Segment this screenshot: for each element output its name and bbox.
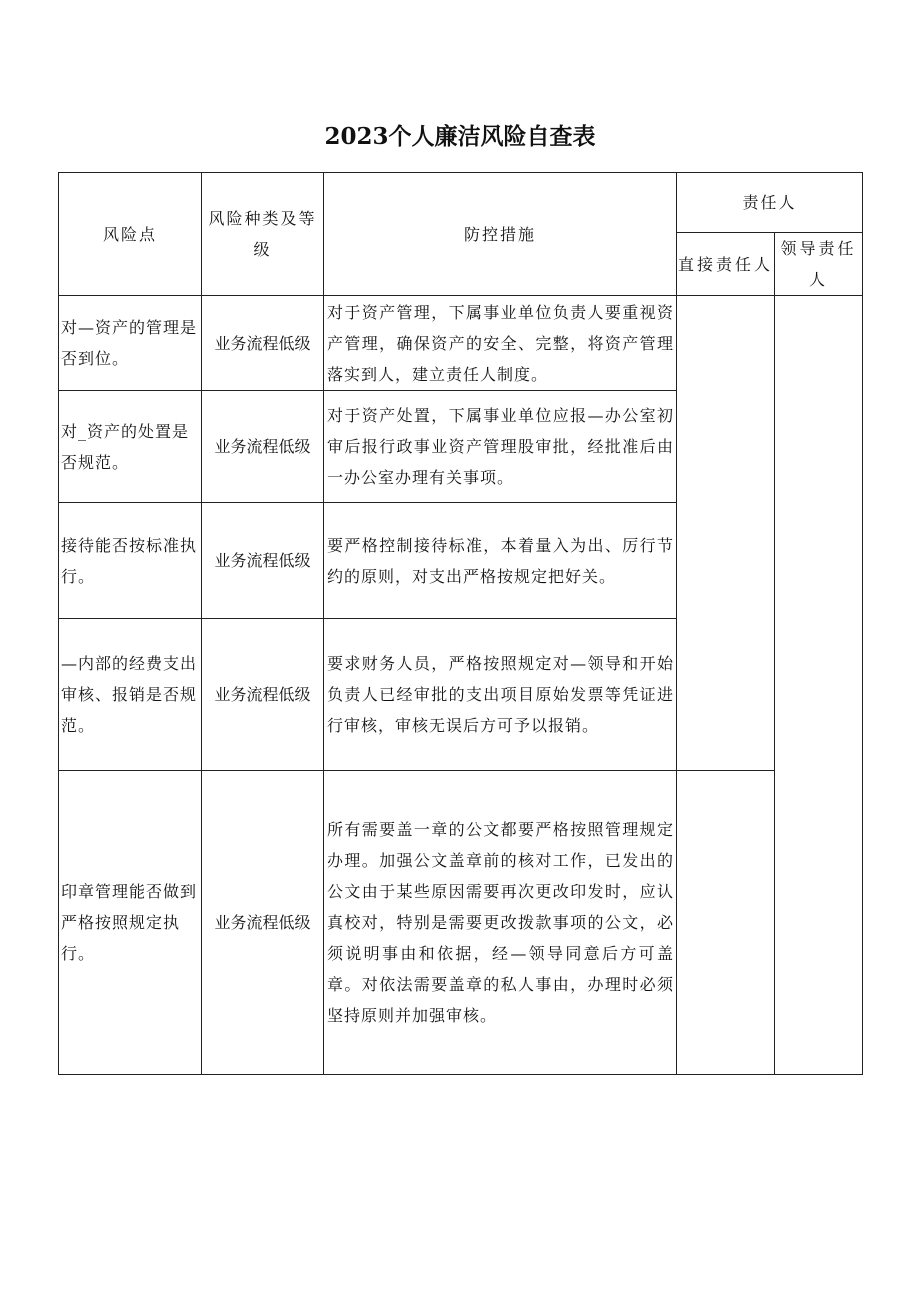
table-row xyxy=(59,296,863,391)
header-leader-responsible: 领导责任人 xyxy=(775,233,863,296)
header-measures: 防控措施 xyxy=(324,173,677,296)
header-risk-point: 风险点 xyxy=(59,173,202,296)
header-direct-responsible: 直接责任人 xyxy=(677,233,775,296)
leader-responsible-cell xyxy=(775,296,863,1075)
measures-cell: 对于资产处置，下属事业单位应报—办公室初审后报行政事业资产管理股审批，经批准后由一办公室办理有关事项。 xyxy=(324,391,677,503)
risk-point-cell: 接待能否按标准执行。 xyxy=(59,503,202,619)
risk-level-cell: 业务流程低级 xyxy=(202,391,324,503)
risk-level-cell: 业务流程低级 xyxy=(202,619,324,771)
header-responsible: 责任人 xyxy=(677,173,863,233)
table-row xyxy=(59,771,863,1075)
direct-responsible-cell xyxy=(677,771,775,1075)
risk-point-cell: 对—资产的管理是否到位。 xyxy=(59,296,202,391)
risk-point-cell: 对_资产的处置是否规范。 xyxy=(59,391,202,503)
measures-cell: 要求财务人员，严格按照规定对—领导和开始负责人已经审批的支出项目原始发票等凭证进行审核，审核无误后方可予以报销。 xyxy=(324,619,677,771)
risk-level-cell: 业务流程低级 xyxy=(202,771,324,1075)
measures-cell: 对于资产管理，下属事业单位负责人要重视资产管理，确保资产的安全、完整，将资产管理落实到人，建立责任人制度。 xyxy=(324,296,677,391)
measures-cell: 所有需要盖一章的公文都要严格按照管理规定办理。加强公文盖章前的核对工作，已发出的公文由于某些原因需要再次更改印发时，应认真校对，特别是需要更改拨款事项的公文，必须说明事由和依据，经—领导同意后方可盖章。对依法需要盖章的私人事由，办理时必须坚持原则并加强审核。 xyxy=(324,771,677,1075)
risk-point-cell: 印章管理能否做到严格按照规定执行。 xyxy=(59,771,202,1075)
risk-level-cell: 业务流程低级 xyxy=(202,296,324,391)
direct-responsible-cell xyxy=(677,296,775,771)
risk-level-cell: 业务流程低级 xyxy=(202,503,324,619)
measures-cell: 要严格控制接待标准，本着量入为出、厉行节约的原则，对支出严格按规定把好关。 xyxy=(324,503,677,619)
header-risk-type-level: 风险种类及等级 xyxy=(202,173,324,296)
document-title: 2023个人廉洁风险自查表 xyxy=(324,123,596,150)
risk-self-check-table xyxy=(58,172,863,1075)
header-row-top xyxy=(59,173,863,233)
risk-point-cell: —内部的经费支出审核、报销是否规范。 xyxy=(59,619,202,771)
